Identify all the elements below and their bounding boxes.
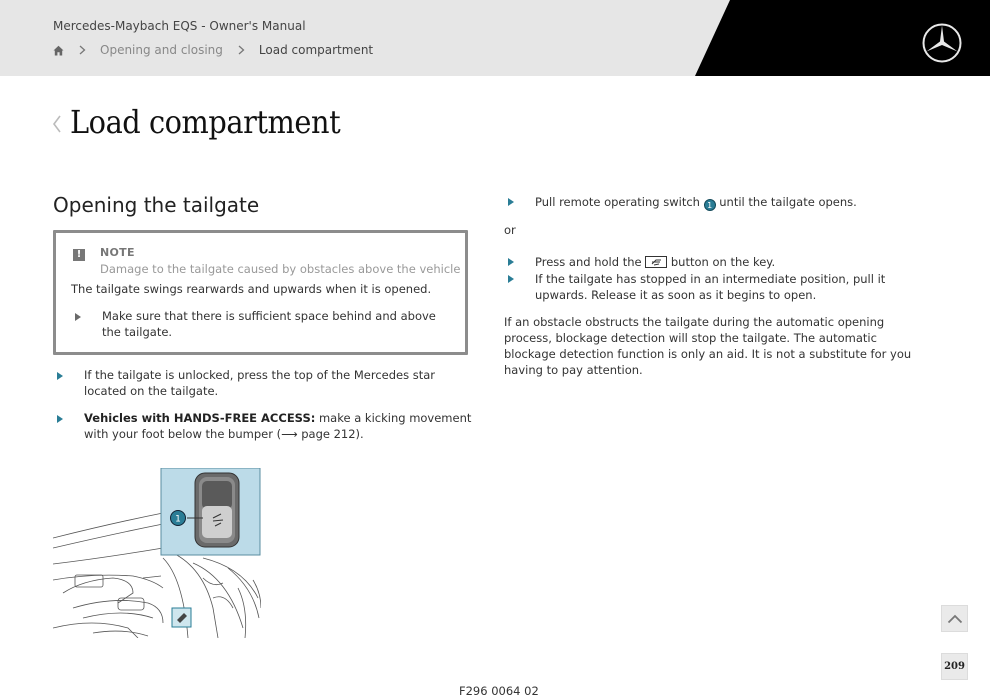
list-item xyxy=(504,194,914,211)
header-bar xyxy=(0,0,990,76)
tailgate-switch-illustration xyxy=(53,468,261,638)
chevron-right-icon xyxy=(78,45,87,55)
list-item xyxy=(53,367,473,399)
mercedes-star-logo[interactable] xyxy=(921,22,963,64)
tailgate-key-button-icon xyxy=(645,256,667,268)
bullet-arrow-icon xyxy=(75,313,81,321)
home-icon[interactable] xyxy=(53,45,64,56)
figure-caption: F296 0064 02 xyxy=(459,684,539,698)
bullet-arrow-icon xyxy=(57,372,63,380)
list-item-text xyxy=(535,254,914,270)
back-chevron-icon[interactable] xyxy=(50,112,64,136)
list-item-text xyxy=(535,194,914,211)
note-box xyxy=(53,230,468,355)
instruction-list xyxy=(53,367,473,442)
note-text: The tailgate swings rearwards and upwards when it is opened. xyxy=(71,282,432,296)
bullet-arrow-icon xyxy=(57,415,63,423)
list-item xyxy=(504,254,914,270)
or-separator: or xyxy=(504,223,516,237)
list-item-bold: Vehicles with HANDS-FREE ACCESS: xyxy=(84,411,316,425)
bullet-arrow-icon xyxy=(508,275,514,283)
scroll-to-top-button[interactable] xyxy=(941,605,968,632)
blockage-paragraph: If an obstacle obstructs the tailgate during the automatic opening process, blockage detection will stop the tailgate. The automatic blockage detection function is only an aid. It is not a substitute for you having to pay attention. xyxy=(504,315,912,377)
manual-title: Mercedes-Maybach EQS - Owner's Manual xyxy=(53,19,306,33)
page-number-button[interactable]: 209 xyxy=(941,653,968,680)
chevron-up-icon xyxy=(947,614,963,624)
note-subtitle: Damage to the tailgate caused by obstacles above the vehicle xyxy=(100,262,461,276)
item-text-part: until the tailgate opens. xyxy=(715,195,857,209)
bullet-arrow-icon xyxy=(508,258,514,266)
list-item-text: If the tailgate has stopped in an intermediate position, pull it upwards. Release it as soon as it begins to open. xyxy=(535,272,886,302)
section-heading: Opening the tailgate xyxy=(53,193,260,217)
breadcrumb-current: Load compartment xyxy=(258,43,374,57)
note-label: NOTE xyxy=(100,246,135,259)
page-title: Load compartment xyxy=(70,103,341,141)
page-reference-link[interactable]: make a kicking movement with your foot below the bumper (⟶ page 212). xyxy=(84,411,472,441)
item-text-part: button on the key. xyxy=(667,255,776,269)
item-text-part: Press and hold the xyxy=(535,255,646,269)
chevron-right-icon xyxy=(237,45,246,55)
breadcrumb xyxy=(53,42,373,58)
bullet-arrow-icon xyxy=(508,198,514,206)
note-bullet-text: Make sure that there is sufficient space behind and above the tailgate. xyxy=(102,309,436,339)
figure-callout-number: 1 xyxy=(175,514,181,525)
list-item xyxy=(53,410,473,442)
item-text-part: Pull remote operating switch xyxy=(535,195,704,209)
breadcrumb-link-opening-closing[interactable]: Opening and closing xyxy=(100,43,223,57)
list-item xyxy=(504,271,914,303)
list-item-text xyxy=(84,410,473,442)
callout-number-icon: 1 xyxy=(704,199,716,211)
list-item-text: If the tailgate is unlocked, press the top of the Mercedes star located on the tailgate. xyxy=(84,368,436,398)
warning-icon: ! xyxy=(73,249,85,261)
